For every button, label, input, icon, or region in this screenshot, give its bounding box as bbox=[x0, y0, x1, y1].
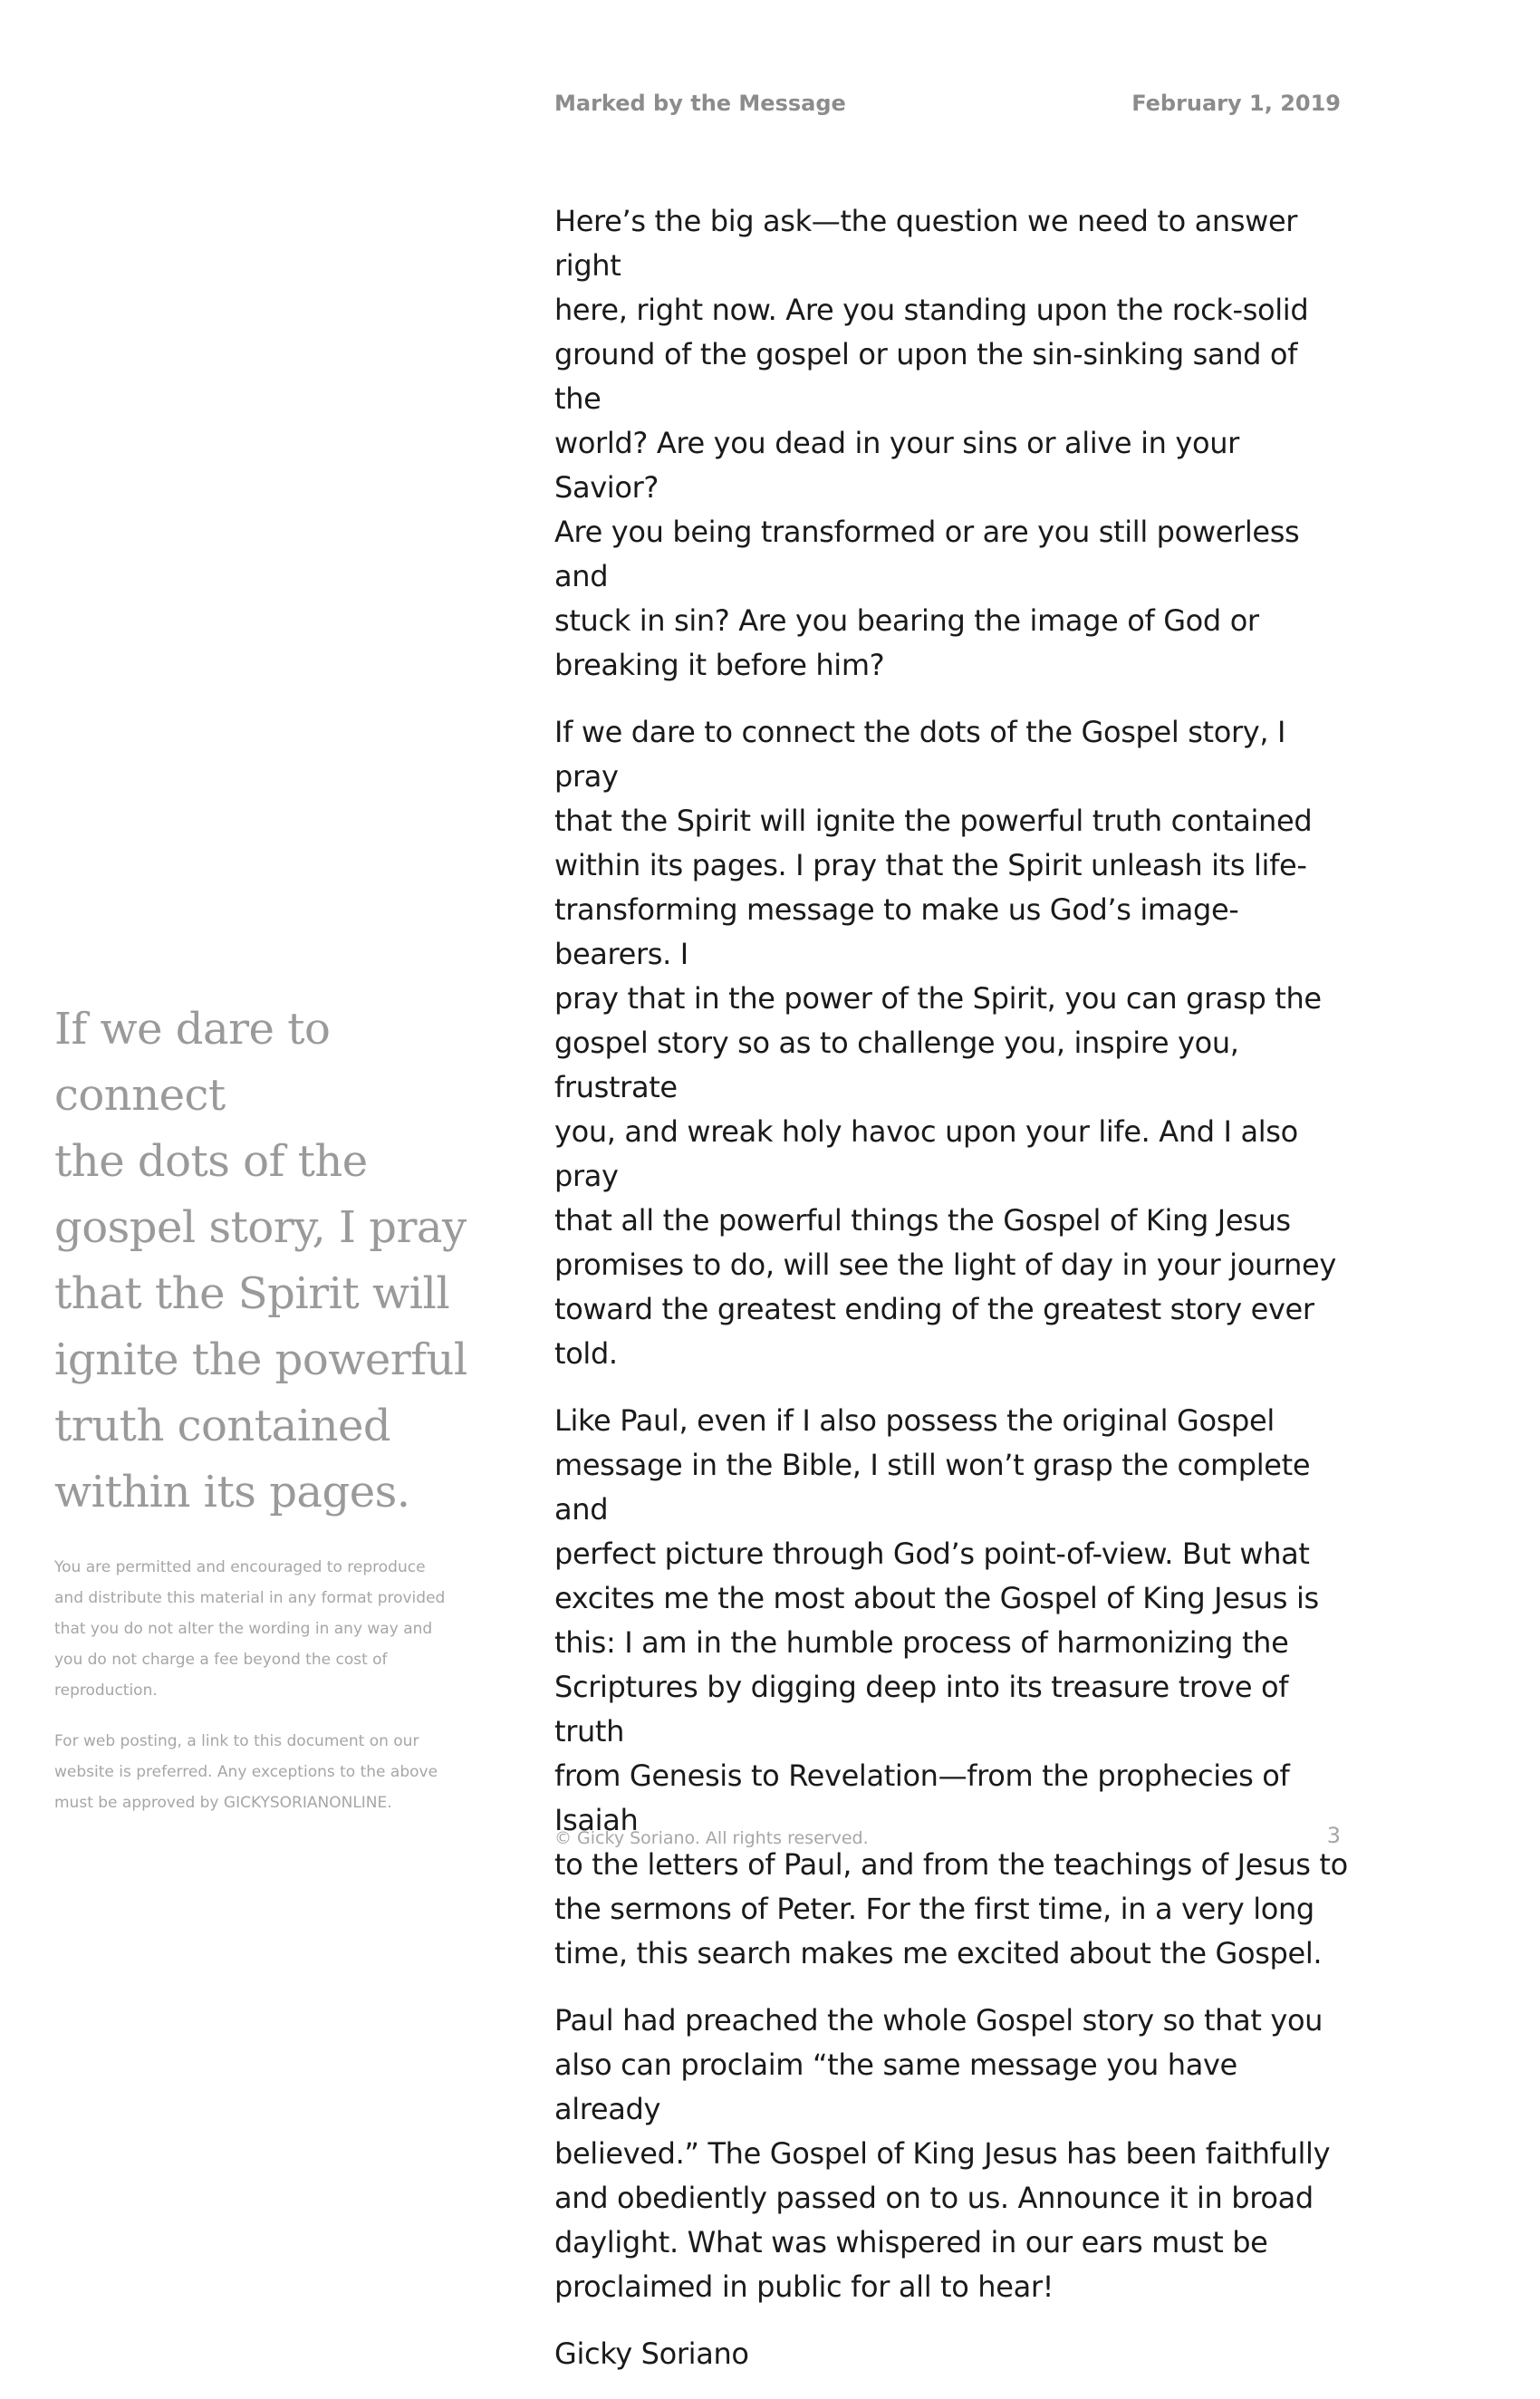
document-title: Marked by the Message bbox=[554, 91, 846, 116]
pull-quote: If we dare to connect the dots of the gospel story, I pray that the Spirit will ignite the powerful truth contained within its pages. bbox=[54, 1004, 467, 1517]
copyright-notice: © Gicky Soriano. All rights reserved. bbox=[554, 1828, 869, 1848]
page-number: 3 bbox=[1326, 1823, 1341, 1848]
author-signature: Gicky Soriano bbox=[554, 2336, 749, 2371]
reproduction-notice: You are permitted and encouraged to reproduce and distribute this material in any format provided that you do not alter the wording in any way and you do not charge a fee beyond the cost of reproduction. bbox=[54, 1558, 446, 1700]
body-paragraph: Paul had preached the whole Gospel story so that you also can proclaim “the same message you have already believed.” The Gospel of King Jesus has been faithfully and obediently passed on to us. Announce it in broad daylight. What was whispered in our ears must be proclaimed in public for all to hear! bbox=[554, 2003, 1331, 2304]
document-date: February 1, 2019 bbox=[1131, 91, 1341, 116]
web-posting-notice: For web posting, a link to this document on our website is preferred. Any exceptions to the above must be approved by GICKYSORIANONLINE. bbox=[54, 1732, 438, 1812]
body-paragraph: Here’s the big ask—the question we need to answer right here, right now. Are you standing upon the rock-solid ground of the gospel or upon the sin-sinking sand of the world? Are you dead in your sins or alive in your Savior? Are you being transformed or are you still powerless and stuck in sin? Are you bearing the image of God or breaking it before him? bbox=[554, 204, 1309, 682]
page-header bbox=[554, 91, 1341, 123]
main-body bbox=[554, 199, 1352, 2399]
body-paragraph: Like Paul, even if I also possess the original Gospel message in the Bible, I still won’t grasp the complete and perfect picture through God’s point-of-view. But what excites me the most about the Gospel of King Jesus is this: I am in the humble process of harmonizing the Scriptures by digging deep into its treasure trove of truth from Genesis to Revelation—from the prophecies of Isaiah to the letters of Paul, and from the teachings of Jesus to the sermons of Peter. For the first time, in a very long time, this search makes me excited about the Gospel. bbox=[554, 1403, 1348, 1970]
body-paragraph: If we dare to connect the dots of the Gospel story, I pray that the Spirit will ignite the powerful truth contained within its pages. I pray that the Spirit unleash its life- transforming message to make us God’s image-bearers. I pray that in the power of the Spirit, you can grasp the gospel story so as to challenge you, inspire you, frustrate you, and wreak holy havoc upon your life. And I also pray that all the powerful things the Gospel of King Jesus promises to do, will see the light of day in your journey toward the greatest ending of the greatest story ever told. bbox=[554, 715, 1336, 1371]
permissions-notice bbox=[54, 1552, 471, 1838]
page-footer bbox=[554, 1823, 1341, 1855]
